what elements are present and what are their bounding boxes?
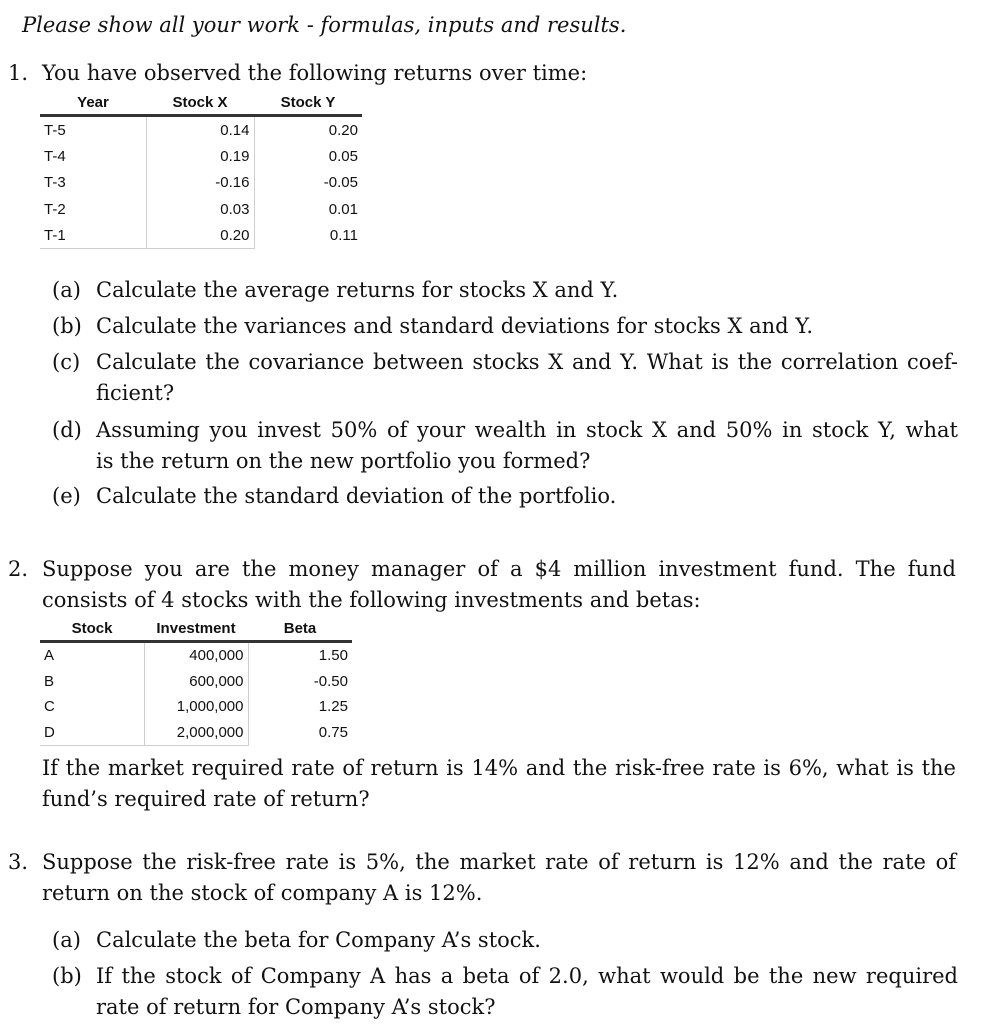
part-text: Calculate the beta for Company A’s stock. [96, 928, 541, 952]
stock-x-cell: 0.03 [146, 196, 254, 222]
column-header-investment: Investment [144, 616, 248, 642]
q3-part-a [52, 925, 958, 956]
part-text-line-2: is the return on the new portfolio you formed? [96, 449, 591, 473]
part-text-line-1: Assuming you invest 50% of your wealth in stock X and 50% in stock Y, what [96, 418, 958, 442]
q1-part-c [52, 347, 958, 409]
part-label: (d) [52, 418, 82, 442]
stock-y-cell: 0.20 [328, 121, 358, 139]
question-3-intro-line-2: return on the stock of company A is 12%. [42, 881, 483, 905]
part-text-line-1: Calculate the covariance between stocks X and Y. What is the correlation coef- [96, 350, 958, 374]
question-2-number: 2. [8, 557, 29, 581]
table-row [40, 222, 362, 249]
investment-cell: 1,000,000 [144, 694, 248, 720]
q1-part-b [52, 311, 958, 342]
table-row [40, 170, 362, 196]
investment-cell: 2,000,000 [144, 720, 248, 746]
returns-table-header-row [40, 90, 362, 116]
year-cell: T-1 [40, 222, 146, 249]
beta-cell: 1.50 [318, 647, 348, 665]
part-label: (c) [52, 350, 81, 374]
table-row [40, 720, 352, 746]
q1-part-e [52, 481, 958, 512]
column-header-beta: Beta [248, 616, 352, 642]
stock-x-cell: 0.20 [146, 222, 254, 249]
part-text: Calculate the average returns for stocks X and Y. [96, 278, 619, 302]
stock-x-cell: 0.14 [146, 116, 254, 144]
table-row [40, 196, 362, 222]
table-row [40, 669, 352, 695]
part-text-line-2: rate of return for Company A’s stock? [96, 995, 496, 1019]
part-label: (b) [52, 314, 82, 338]
investments-table-header-row [40, 616, 352, 642]
table-row [40, 116, 362, 144]
question-1-intro: You have observed the following returns over time: [42, 61, 588, 85]
beta-cell: -0.50 [313, 672, 348, 690]
stock-cell: C [40, 694, 144, 720]
question-1-number: 1. [8, 61, 29, 85]
stock-cell: B [40, 669, 144, 695]
year-cell: T-3 [40, 170, 146, 196]
beta-cell: 1.25 [318, 698, 348, 716]
instructions-text: Please show all your work - formulas, inputs and results. [22, 13, 627, 37]
part-label: (a) [52, 928, 81, 952]
question-3-intro-line-1: Suppose the risk-free rate is 5%, the market rate of return is 12% and the rate of [42, 850, 956, 874]
stock-x-cell: 0.19 [146, 143, 254, 169]
part-text-line-1: If the stock of Company A has a beta of 2.0, what would be the new required [96, 964, 958, 988]
column-header-stock: Stock [40, 616, 144, 642]
returns-table [40, 90, 362, 249]
part-label: (a) [52, 278, 81, 302]
stock-y-cell: -0.05 [323, 174, 358, 192]
question-2-text-line-1: If the market required rate of return is 14% and the risk-free rate is 6%, what is the [42, 756, 956, 780]
table-row [40, 694, 352, 720]
investment-cell: 400,000 [144, 642, 248, 669]
q3-part-b [52, 961, 958, 1023]
question-2-intro-line-2: consists of 4 stocks with the following investments and betas: [42, 588, 701, 612]
part-label: (b) [52, 964, 82, 988]
investment-cell: 600,000 [144, 669, 248, 695]
stock-y-cell: 0.11 [329, 227, 358, 245]
part-text: Calculate the standard deviation of the portfolio. [96, 484, 617, 508]
question-2-text-line-2: fund’s required rate of return? [42, 787, 370, 811]
stock-y-cell: 0.05 [328, 147, 358, 165]
part-label: (e) [52, 484, 81, 508]
beta-cell: 0.75 [318, 724, 348, 741]
year-cell: T-2 [40, 196, 146, 222]
part-text: Calculate the variances and standard deviations for stocks X and Y. [96, 314, 814, 338]
year-cell: T-5 [40, 116, 146, 144]
table-row [40, 642, 352, 669]
part-text-line-2: ficient? [96, 381, 175, 405]
stock-cell: D [40, 720, 144, 746]
question-2-intro-line-1: Suppose you are the money manager of a $4 million investment fund. The fund [42, 557, 956, 581]
column-header-stock-y: Stock Y [254, 90, 362, 116]
table-row [40, 143, 362, 169]
stock-y-cell: 0.01 [328, 200, 358, 218]
column-header-year: Year [40, 90, 146, 116]
question-3-number: 3. [8, 850, 29, 874]
column-header-stock-x: Stock X [146, 90, 254, 116]
stock-x-cell: -0.16 [146, 170, 254, 196]
q1-part-a [52, 275, 958, 306]
stock-cell: A [40, 642, 144, 669]
q1-part-d [52, 415, 958, 477]
investments-table [40, 616, 352, 746]
year-cell: T-4 [40, 143, 146, 169]
